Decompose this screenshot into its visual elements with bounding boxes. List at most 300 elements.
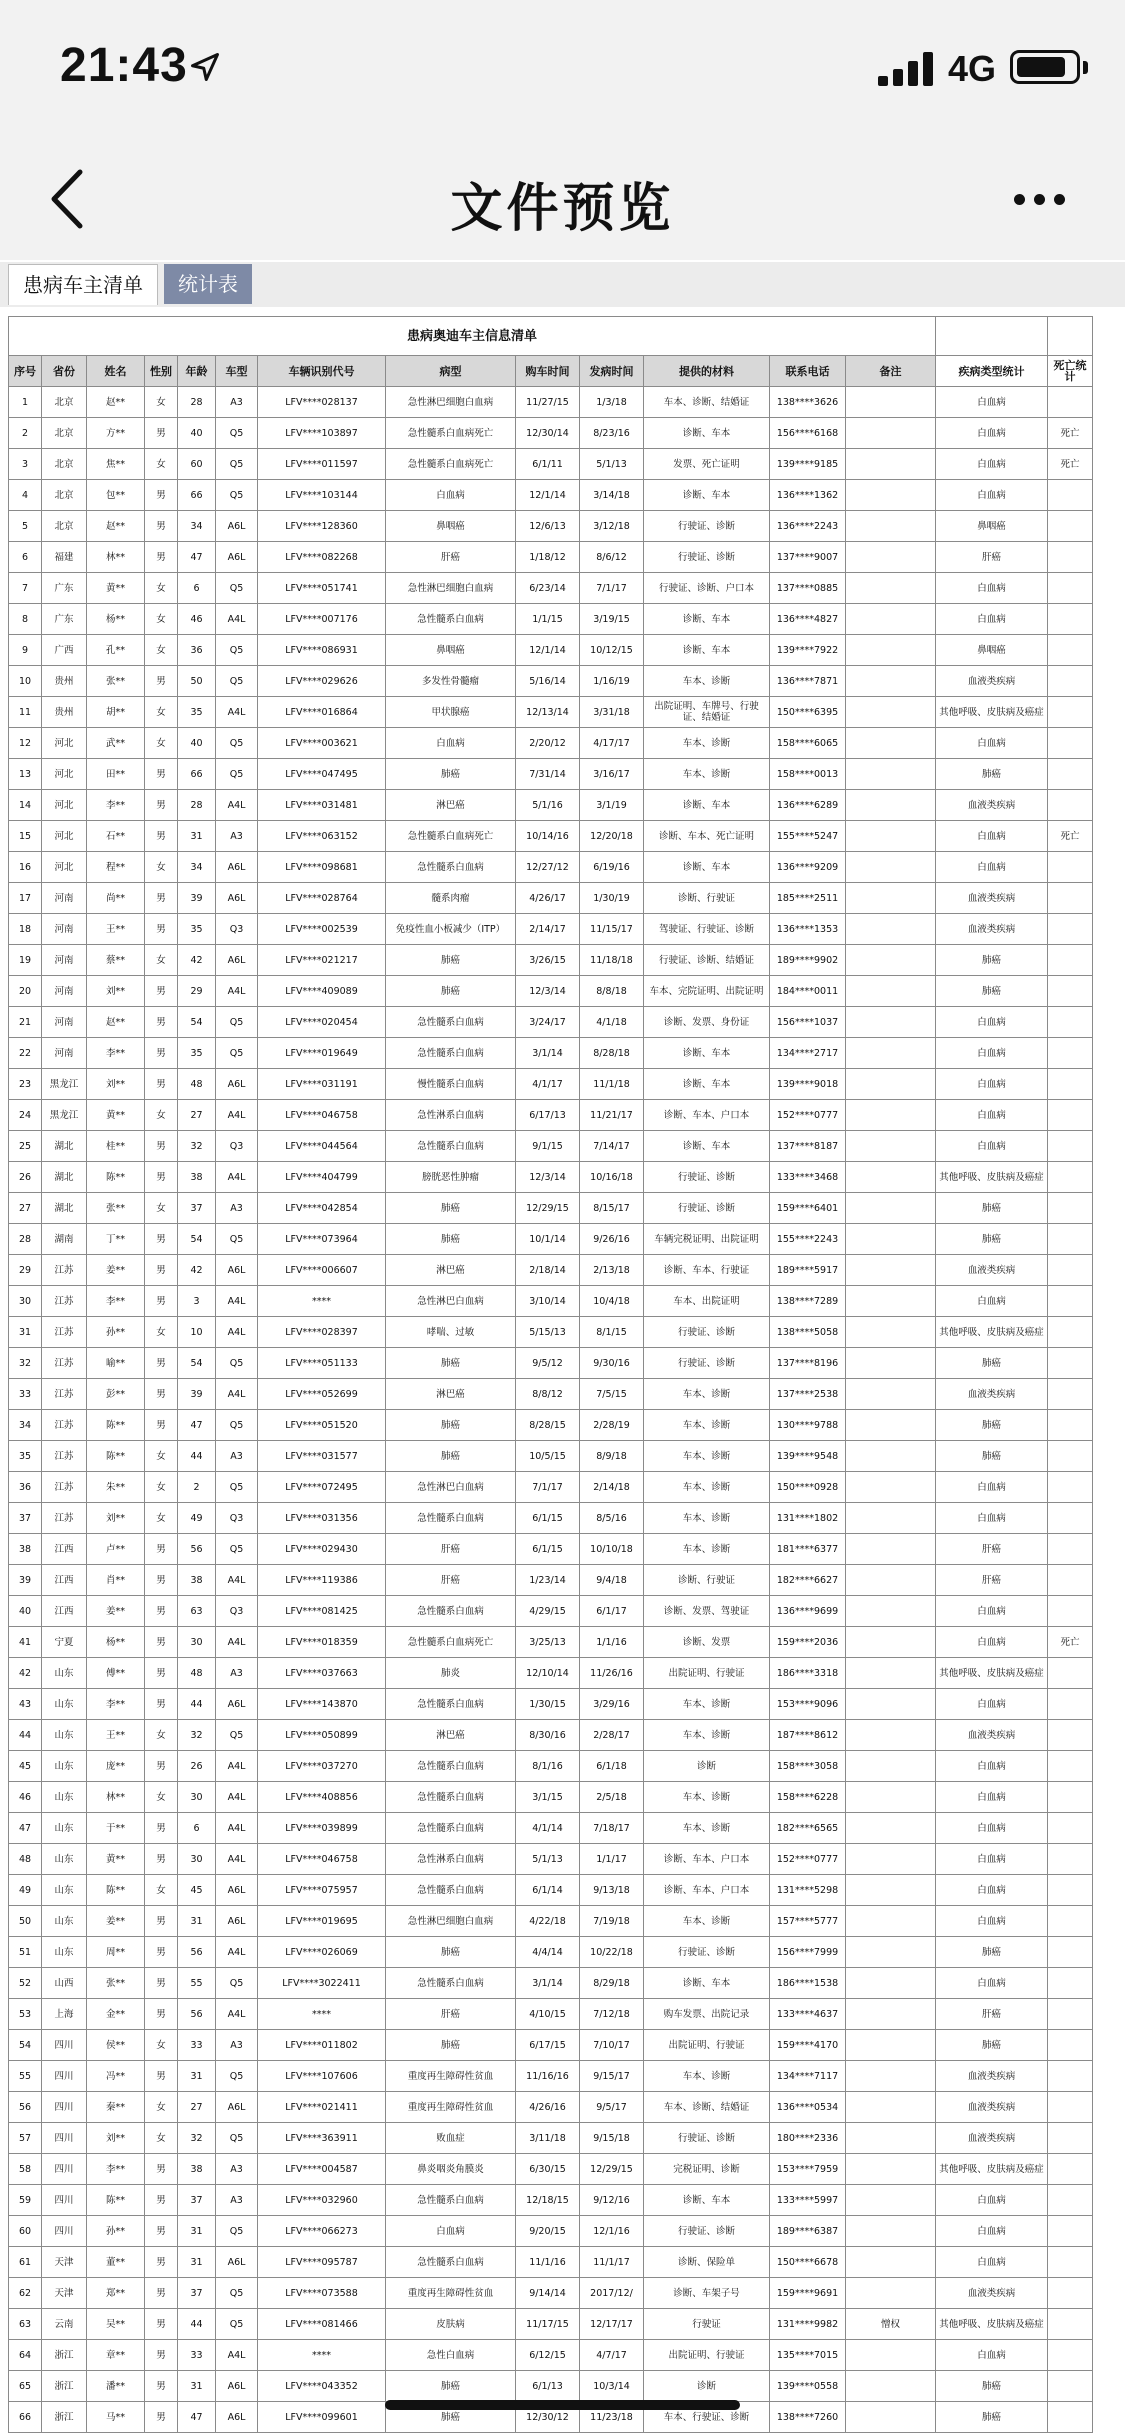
table-cell: [1048, 387, 1093, 418]
table-cell: 6/1/18: [580, 1751, 644, 1782]
table-cell: 8/28/15: [516, 1410, 580, 1441]
table-row: [9, 1131, 1093, 1162]
table-cell: 车本、诊断、结婚证: [644, 387, 770, 418]
table-cell: [846, 511, 936, 542]
table-cell: 福建: [42, 542, 87, 573]
table-cell: [1048, 511, 1093, 542]
table-cell: 4/1/17: [516, 1069, 580, 1100]
table-cell: 车本、诊断: [644, 1379, 770, 1410]
table-cell: [846, 1193, 936, 1224]
table-row: [9, 2185, 1093, 2216]
table-cell: 急性髓系白血病: [386, 2247, 516, 2278]
table-cell: 肺癌: [936, 2402, 1048, 2433]
table-cell: 8/6/12: [580, 542, 644, 573]
table-cell: [1048, 1224, 1093, 1255]
table-cell: 9/12/16: [580, 2185, 644, 2216]
table-cell: LFV****021217: [258, 945, 386, 976]
table-cell: [1048, 1348, 1093, 1379]
table-cell: 2/18/14: [516, 1255, 580, 1286]
table-cell: 26: [9, 1162, 42, 1193]
table-cell: 30: [9, 1286, 42, 1317]
table-cell: 诊断、行驶证: [644, 1565, 770, 1596]
table-cell: 10/12/15: [580, 635, 644, 666]
table-cell: 急性髓系白血病: [386, 1875, 516, 1906]
table-row: [9, 1720, 1093, 1751]
table-cell: 7/1/17: [516, 1472, 580, 1503]
table-cell: 白血病: [936, 1906, 1048, 1937]
table-cell: 2/14/17: [516, 914, 580, 945]
table-cell: [846, 1751, 936, 1782]
table-cell: 行驶证、诊断: [644, 2123, 770, 2154]
table-cell: 李**: [87, 1038, 145, 1069]
table-cell: Q5: [216, 1720, 258, 1751]
table-cell: 淋巴癌: [386, 1255, 516, 1286]
table-cell: 130****9788: [770, 1410, 846, 1441]
table-cell: LFV****081466: [258, 2309, 386, 2340]
table-cell: 江苏: [42, 1255, 87, 1286]
table-cell: 55: [9, 2061, 42, 2092]
table-cell: 12/6/13: [516, 511, 580, 542]
table-cell: 56: [178, 1999, 216, 2030]
table-cell: 女: [145, 697, 178, 728]
table-cell: [1048, 1379, 1093, 1410]
table-cell: [1048, 1100, 1093, 1131]
table-cell: 男: [145, 1813, 178, 1844]
table-cell: 12/1/14: [516, 480, 580, 511]
table-cell: 12/29/15: [580, 2154, 644, 2185]
spreadsheet-preview[interactable]: [8, 316, 1093, 2433]
table-cell: 66: [9, 2402, 42, 2433]
table-cell: 9/15/17: [580, 2061, 644, 2092]
table-cell: 33: [178, 2340, 216, 2371]
table-cell: A4L: [216, 1100, 258, 1131]
table-cell: 肺癌: [386, 2402, 516, 2433]
table-cell: 肺癌: [386, 1937, 516, 1968]
table-cell: 15: [9, 821, 42, 852]
table-cell: 153****9096: [770, 1689, 846, 1720]
table-row: [9, 480, 1093, 511]
table-cell: 6/17/13: [516, 1100, 580, 1131]
table-cell: 陈**: [87, 1162, 145, 1193]
table-cell: 2: [9, 418, 42, 449]
table-cell: 11/16/16: [516, 2061, 580, 2092]
table-cell: 广东: [42, 573, 87, 604]
table-cell: 1/1/16: [580, 1627, 644, 1658]
table-cell: 北京: [42, 387, 87, 418]
column-header: 备注: [846, 356, 936, 387]
table-cell: [846, 1534, 936, 1565]
table-cell: 肝癌: [936, 1534, 1048, 1565]
table-cell: 孙**: [87, 1317, 145, 1348]
table-cell: 白血病: [936, 480, 1048, 511]
table-cell: 驾驶证、行驶证、诊断: [644, 914, 770, 945]
table-cell: 189****6387: [770, 2216, 846, 2247]
table-row: [9, 1751, 1093, 1782]
table-cell: LFV****095787: [258, 2247, 386, 2278]
table-cell: 48: [178, 1658, 216, 1689]
table-cell: 男: [145, 480, 178, 511]
table-cell: 山西: [42, 1968, 87, 1999]
table-cell: 白血病: [936, 2247, 1048, 2278]
table-cell: 肺癌: [936, 2030, 1048, 2061]
table-cell: 诊断、发票、驾驶证: [644, 1596, 770, 1627]
table-cell: 山东: [42, 1720, 87, 1751]
table-cell: [846, 2371, 936, 2402]
column-header: 性别: [145, 356, 178, 387]
table-cell: 广东: [42, 604, 87, 635]
table-cell: 11/15/17: [580, 914, 644, 945]
table-cell: 肝癌: [936, 542, 1048, 573]
table-cell: LFV****031577: [258, 1441, 386, 1472]
table-cell: 诊断、车本: [644, 635, 770, 666]
table-cell: 12/20/18: [580, 821, 644, 852]
table-cell: 肺炎: [386, 1658, 516, 1689]
more-options-button[interactable]: [1010, 180, 1070, 220]
table-cell: A3: [216, 1441, 258, 1472]
table-cell: 死亡: [1048, 1627, 1093, 1658]
home-indicator[interactable]: [385, 2400, 740, 2410]
table-cell: 彭**: [87, 1379, 145, 1410]
table-cell: 急性髓系白血病: [386, 1968, 516, 1999]
table-cell: 血液类疾病: [936, 1720, 1048, 1751]
table-cell: [1048, 945, 1093, 976]
table-cell: 9/5/12: [516, 1348, 580, 1379]
table-row: [9, 1472, 1093, 1503]
table-row: [9, 2340, 1093, 2371]
table-cell: Q5: [216, 573, 258, 604]
table-cell: ****: [258, 1286, 386, 1317]
table-cell: 男: [145, 821, 178, 852]
table-cell: 3/11/18: [516, 2123, 580, 2154]
table-cell: 182****6627: [770, 1565, 846, 1596]
table-cell: 侯**: [87, 2030, 145, 2061]
table-row: [9, 945, 1093, 976]
table-cell: 血液类疾病: [936, 2123, 1048, 2154]
sheet-tab-patients[interactable]: 患病车主清单: [8, 264, 158, 305]
table-cell: 3/14/18: [580, 480, 644, 511]
table-cell: 肺癌: [386, 1224, 516, 1255]
table-cell: [846, 1100, 936, 1131]
table-cell: [1048, 1317, 1093, 1348]
table-cell: A6L: [216, 1689, 258, 1720]
column-header: 提供的材料: [644, 356, 770, 387]
table-cell: 38: [178, 2154, 216, 2185]
table-cell: 31: [178, 1906, 216, 1937]
table-cell: 11/17/15: [516, 2309, 580, 2340]
table-cell: LFV****409089: [258, 976, 386, 1007]
table-cell: 河北: [42, 728, 87, 759]
table-cell: LFV****037270: [258, 1751, 386, 1782]
table-cell: 朱**: [87, 1472, 145, 1503]
table-row: [9, 2371, 1093, 2402]
table-cell: 158****6065: [770, 728, 846, 759]
table-cell: 9/4/18: [580, 1565, 644, 1596]
table-cell: 诊断、车架子号: [644, 2278, 770, 2309]
table-cell: [1048, 2092, 1093, 2123]
table-cell: 天津: [42, 2278, 87, 2309]
table-cell: 37: [178, 1193, 216, 1224]
table-cell: 12/1/14: [516, 635, 580, 666]
table-cell: 湖南: [42, 1224, 87, 1255]
table-cell: 157****5777: [770, 1906, 846, 1937]
table-cell: 131****1802: [770, 1503, 846, 1534]
table-cell: 浙江: [42, 2402, 87, 2433]
table-cell: 行驶证、诊断: [644, 2216, 770, 2247]
table-cell: [846, 1906, 936, 1937]
table-cell: 白血病: [936, 387, 1048, 418]
table-cell: 139****9185: [770, 449, 846, 480]
table-cell: 1/18/12: [516, 542, 580, 573]
table-cell: 37: [178, 2278, 216, 2309]
table-cell: 车本、诊断: [644, 1503, 770, 1534]
table-cell: 败血症: [386, 2123, 516, 2154]
table-cell: 孔**: [87, 635, 145, 666]
table-cell: 65: [9, 2371, 42, 2402]
table-cell: A4L: [216, 604, 258, 635]
table-cell: 153****7959: [770, 2154, 846, 2185]
table-cell: 诊断: [644, 2371, 770, 2402]
table-cell: 车本、诊断: [644, 2061, 770, 2092]
table-cell: [846, 2402, 936, 2433]
table-cell: 车本、诊断: [644, 1441, 770, 1472]
table-cell: 62: [9, 2278, 42, 2309]
table-cell: 肺癌: [936, 1410, 1048, 1441]
table-cell: 32: [178, 2123, 216, 2154]
table-cell: 1/30/15: [516, 1689, 580, 1720]
table-cell: 行驶证、诊断、户口本: [644, 573, 770, 604]
table-cell: [1048, 1038, 1093, 1069]
table-cell: 12/27/12: [516, 852, 580, 883]
table-cell: A4L: [216, 1813, 258, 1844]
table-cell: 诊断、车本、死亡证明: [644, 821, 770, 852]
table-cell: 肺癌: [936, 759, 1048, 790]
table-row: [9, 1937, 1093, 1968]
table-cell: 57: [9, 2123, 42, 2154]
table-cell: [846, 2216, 936, 2247]
table-cell: 53: [9, 1999, 42, 2030]
table-cell: 肝癌: [936, 1565, 1048, 1596]
column-header: 购车时间: [516, 356, 580, 387]
table-cell: 傅**: [87, 1658, 145, 1689]
table-cell: 女: [145, 387, 178, 418]
table-cell: 白血病: [936, 1286, 1048, 1317]
table-cell: 59: [9, 2185, 42, 2216]
table-cell: 车本、诊断: [644, 1472, 770, 1503]
table-cell: 63: [178, 1596, 216, 1627]
table-cell: 1/3/18: [580, 387, 644, 418]
table-cell: 湖北: [42, 1193, 87, 1224]
table-cell: A4L: [216, 1782, 258, 1813]
table-cell: 16: [9, 852, 42, 883]
table-cell: 136****9699: [770, 1596, 846, 1627]
table-cell: 章**: [87, 2340, 145, 2371]
table-cell: LFV****063152: [258, 821, 386, 852]
table-cell: [846, 1937, 936, 1968]
table-cell: 181****6377: [770, 1534, 846, 1565]
table-cell: 4/29/15: [516, 1596, 580, 1627]
table-cell: 山东: [42, 1906, 87, 1937]
table-cell: 杨**: [87, 604, 145, 635]
table-row: [9, 1627, 1093, 1658]
table-cell: 133****5997: [770, 2185, 846, 2216]
table-row: [9, 604, 1093, 635]
table-cell: 重度再生障碍性贫血: [386, 2092, 516, 2123]
table-cell: 肺癌: [936, 2371, 1048, 2402]
sheet-tab-statistics[interactable]: 统计表: [164, 264, 252, 304]
table-cell: Q5: [216, 2123, 258, 2154]
table-cell: 急性淋巴细胞白血病: [386, 573, 516, 604]
table-cell: 包**: [87, 480, 145, 511]
table-cell: Q3: [216, 1596, 258, 1627]
table-cell: 河南: [42, 1007, 87, 1038]
table-cell: 186****1538: [770, 1968, 846, 1999]
table-cell: LFV****031191: [258, 1069, 386, 1100]
table-cell: 138****7260: [770, 2402, 846, 2433]
table-cell: 女: [145, 945, 178, 976]
table-cell: LFV****143870: [258, 1689, 386, 1720]
table-cell: [1048, 635, 1093, 666]
table-cell: 男: [145, 2154, 178, 2185]
table-cell: A4L: [216, 1937, 258, 1968]
table-cell: 血液类疾病: [936, 914, 1048, 945]
table-cell: LFV****3022411: [258, 1968, 386, 1999]
table-cell: 女: [145, 449, 178, 480]
table-row: [9, 1503, 1093, 1534]
table-cell: A4L: [216, 976, 258, 1007]
table-cell: 急性髓系白血病: [386, 1782, 516, 1813]
table-cell: 150****6395: [770, 697, 846, 728]
table-cell: 行驶证、诊断: [644, 1348, 770, 1379]
table-cell: Q5: [216, 1968, 258, 1999]
table-cell: 肺癌: [386, 945, 516, 976]
table-cell: 鼻咽癌: [936, 511, 1048, 542]
table-cell: 9/20/15: [516, 2216, 580, 2247]
table-cell: 白血病: [936, 1627, 1048, 1658]
table-cell: 诊断、车本、户口本: [644, 1844, 770, 1875]
table-cell: 42: [9, 1658, 42, 1689]
table-cell: 白血病: [936, 418, 1048, 449]
table-row: [9, 573, 1093, 604]
table-cell: 12/10/14: [516, 1658, 580, 1689]
table-cell: 女: [145, 1472, 178, 1503]
table-cell: 189****5917: [770, 1255, 846, 1286]
table-cell: LFV****082268: [258, 542, 386, 573]
table-cell: [1048, 1813, 1093, 1844]
table-cell: [1048, 604, 1093, 635]
table-cell: 男: [145, 790, 178, 821]
table-cell: 40: [178, 418, 216, 449]
table-cell: [1048, 1131, 1093, 1162]
table-cell: 7/19/18: [580, 1906, 644, 1937]
table-cell: 9/30/16: [580, 1348, 644, 1379]
table-cell: 吴**: [87, 2309, 145, 2340]
table-cell: 159****6401: [770, 1193, 846, 1224]
table-row: [9, 697, 1093, 728]
table-cell: 急性髓系白血病: [386, 1596, 516, 1627]
table-cell: [846, 1782, 936, 1813]
table-cell: Q5: [216, 2309, 258, 2340]
table-cell: 5/1/13: [580, 449, 644, 480]
table-cell: 四川: [42, 2154, 87, 2185]
table-cell: 12/30/12: [516, 2402, 580, 2433]
table-cell: 女: [145, 852, 178, 883]
table-cell: Q5: [216, 418, 258, 449]
table-cell: 血液类疾病: [936, 2278, 1048, 2309]
table-row: [9, 2247, 1093, 2278]
table-cell: [846, 883, 936, 914]
table-cell: 宁夏: [42, 1627, 87, 1658]
table-cell: 6/30/15: [516, 2154, 580, 2185]
table-cell: 诊断、车本: [644, 604, 770, 635]
table-cell: 慢性髓系白血病: [386, 1069, 516, 1100]
table-cell: 39: [9, 1565, 42, 1596]
table-cell: [1048, 1255, 1093, 1286]
table-cell: 男: [145, 2247, 178, 2278]
table-cell: [1048, 1286, 1093, 1317]
table-cell: [846, 666, 936, 697]
table-cell: 134****2717: [770, 1038, 846, 1069]
table-cell: 45: [178, 1875, 216, 1906]
table-cell: [1048, 1689, 1093, 1720]
table-cell: 8/1/15: [580, 1317, 644, 1348]
table-cell: Q5: [216, 1472, 258, 1503]
table-cell: [1048, 1782, 1093, 1813]
table-cell: 死亡: [1048, 821, 1093, 852]
table-cell: 男: [145, 2371, 178, 2402]
table-cell: [846, 697, 936, 728]
table-cell: [846, 573, 936, 604]
table-cell: 135****7015: [770, 2340, 846, 2371]
table-cell: 6/17/15: [516, 2030, 580, 2061]
table-cell: [846, 1875, 936, 1906]
table-cell: 车本、完院证明、出院证明: [644, 976, 770, 1007]
table-cell: LFV****081425: [258, 1596, 386, 1627]
table-cell: 诊断、车本: [644, 480, 770, 511]
table-cell: 3: [178, 1286, 216, 1317]
table-cell: 28: [9, 1224, 42, 1255]
table-cell: 6/1/14: [516, 1875, 580, 1906]
table-cell: LFV****107606: [258, 2061, 386, 2092]
table-cell: 刘**: [87, 976, 145, 1007]
table-cell: A6L: [216, 2402, 258, 2433]
table-cell: 14: [9, 790, 42, 821]
table-cell: [846, 1503, 936, 1534]
table-cell: 武**: [87, 728, 145, 759]
status-bar: [0, 0, 1125, 140]
table-cell: Q5: [216, 759, 258, 790]
table-cell: 女: [145, 1503, 178, 1534]
table-cell: 152****0777: [770, 1100, 846, 1131]
table-cell: 急性淋系白血病: [386, 1844, 516, 1875]
table-cell: 四川: [42, 2123, 87, 2154]
table-cell: [846, 387, 936, 418]
table-cell: LFV****046758: [258, 1100, 386, 1131]
table-cell: [846, 1007, 936, 1038]
table-cell: 四川: [42, 2092, 87, 2123]
table-cell: 34: [9, 1410, 42, 1441]
table-cell: 3/1/15: [516, 1782, 580, 1813]
table-cell: Q5: [216, 1410, 258, 1441]
table-row: [9, 1162, 1093, 1193]
table-cell: 19: [9, 945, 42, 976]
table-row: [9, 449, 1093, 480]
table-cell: [846, 1410, 936, 1441]
table-cell: 22: [9, 1038, 42, 1069]
table-cell: 54: [178, 1224, 216, 1255]
table-cell: 女: [145, 2092, 178, 2123]
table-row: [9, 387, 1093, 418]
table-cell: 31: [178, 2216, 216, 2247]
